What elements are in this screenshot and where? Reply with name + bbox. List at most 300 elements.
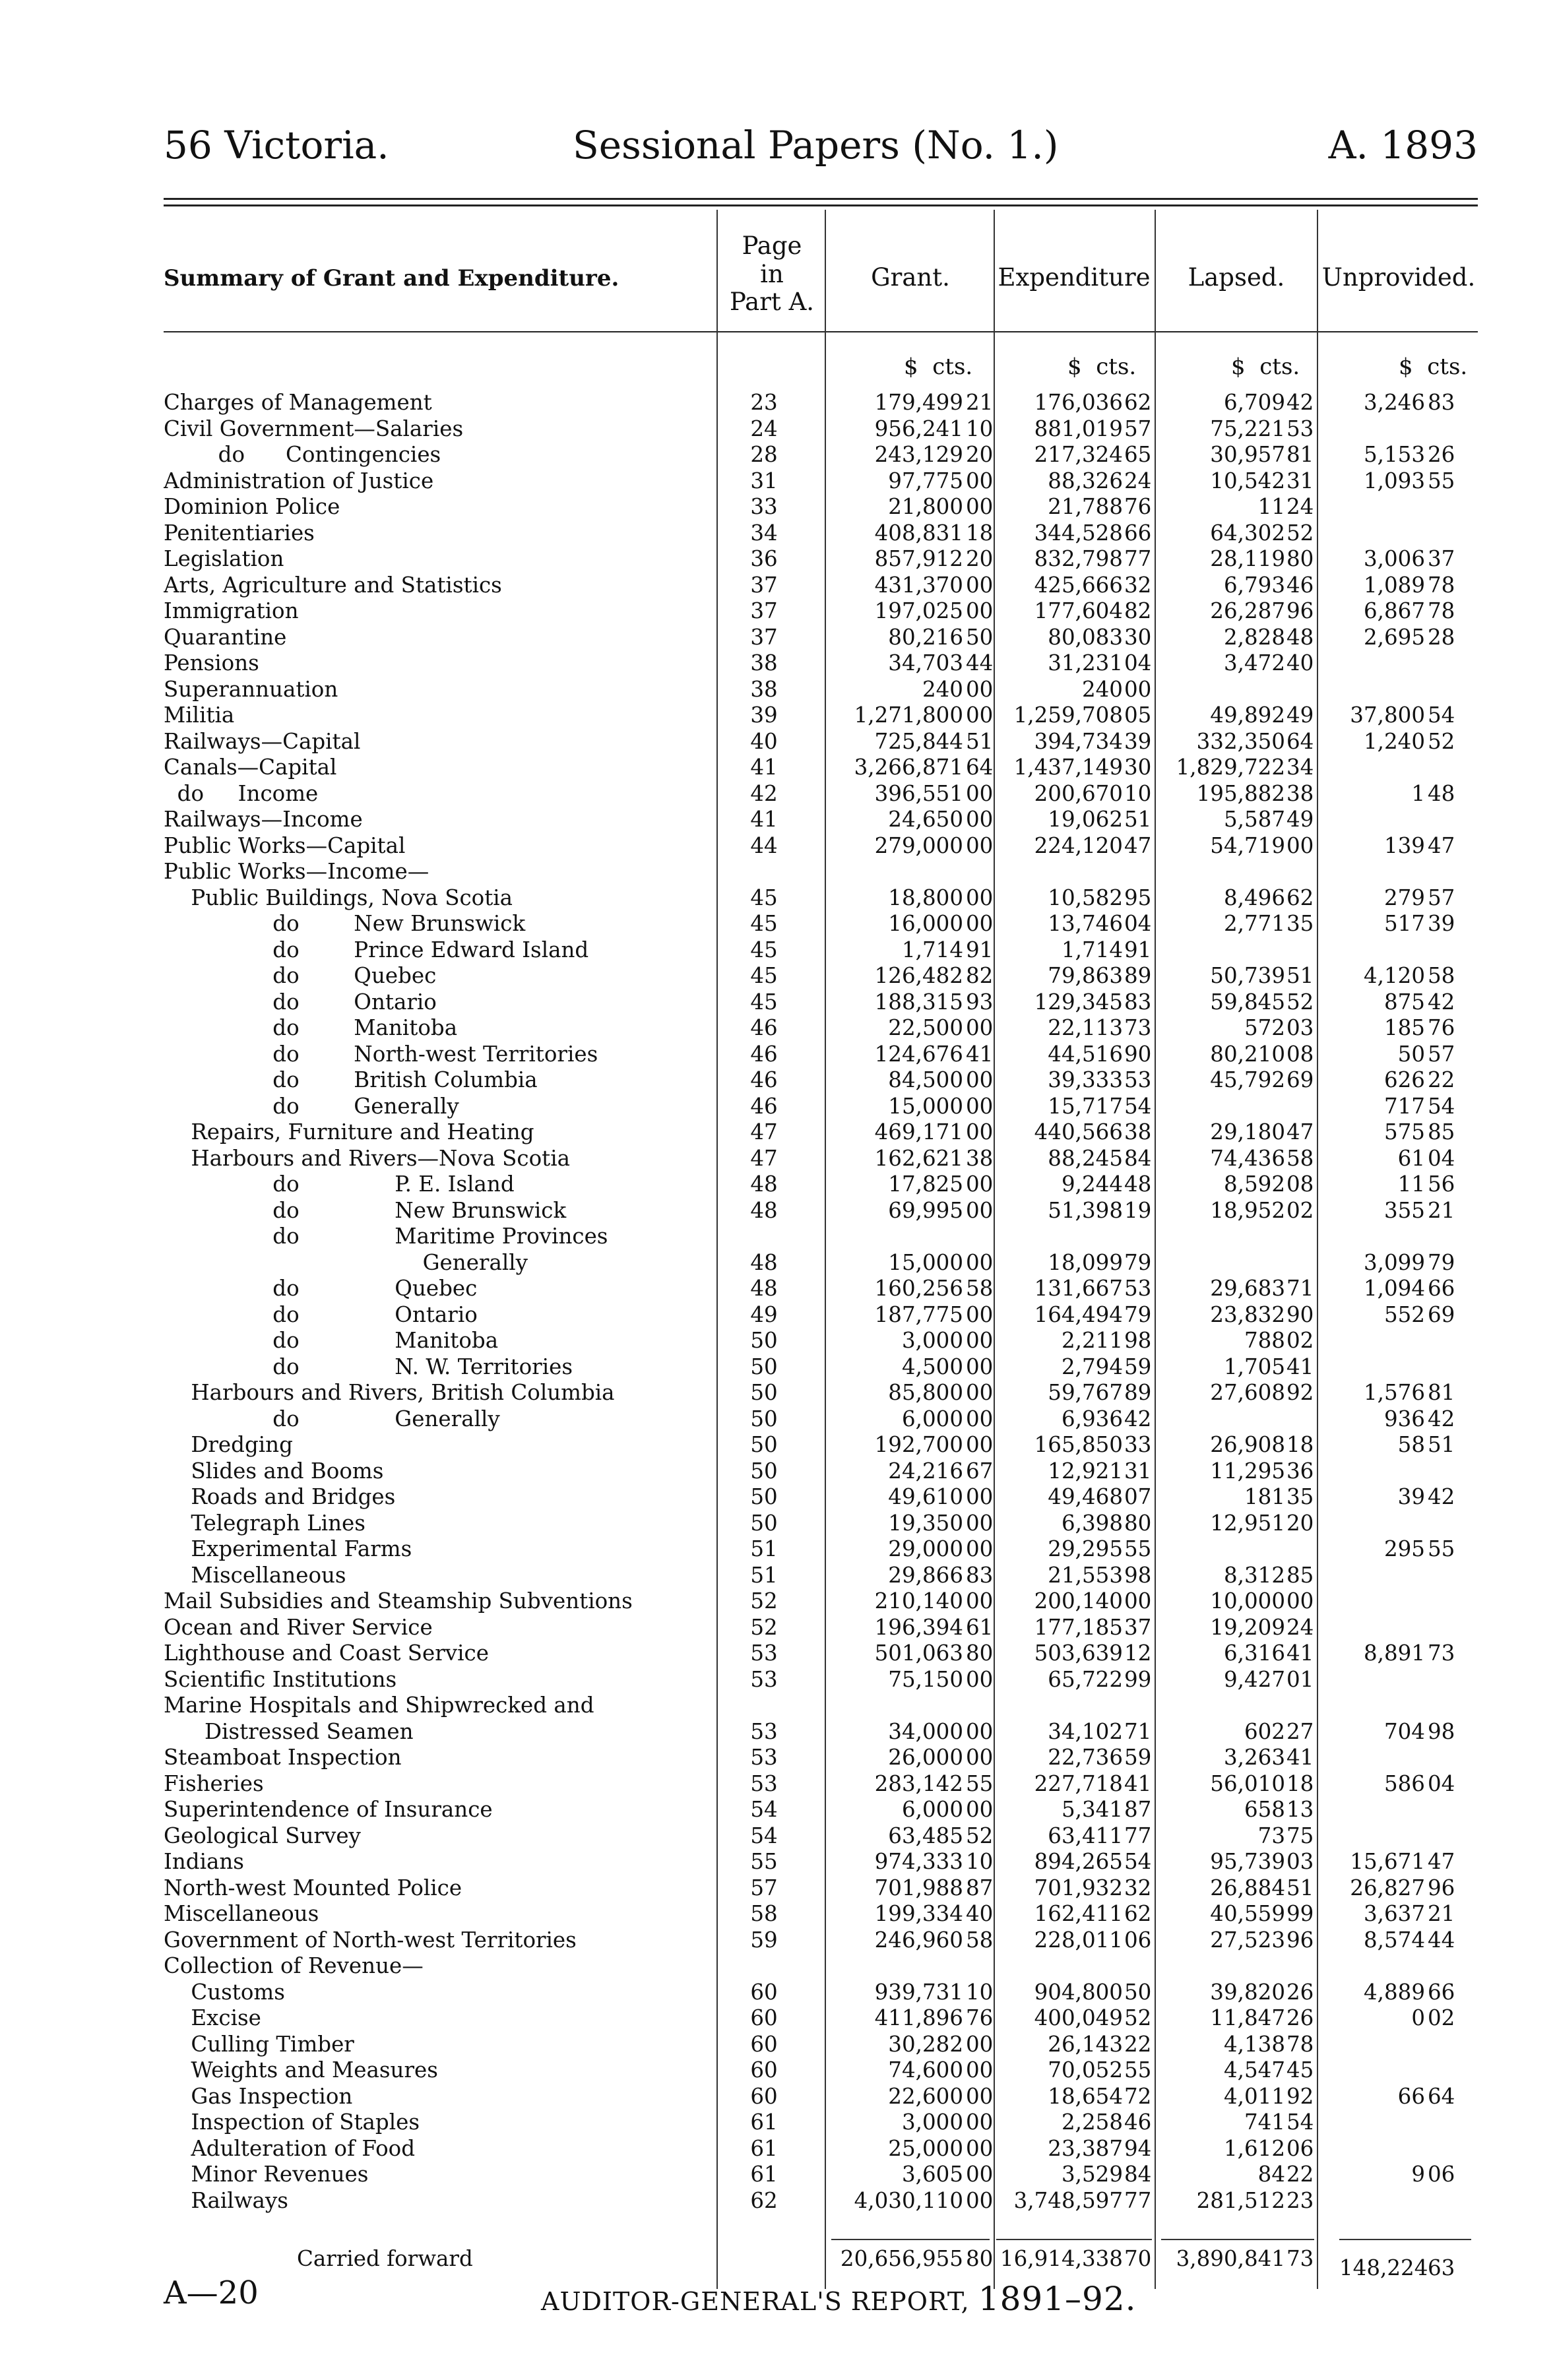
row-grant-cents: 00 <box>966 2187 994 2213</box>
row-expenditure-dollars: 176,036 <box>1034 390 1123 415</box>
row-page-number: 47 <box>750 1119 778 1144</box>
row-page-number: 41 <box>750 807 778 832</box>
report-title: AUDITOR-GENERAL'S REPORT, <box>541 2287 970 2316</box>
row-page-number: 48 <box>750 1276 778 1301</box>
column-header-page <box>726 232 818 317</box>
row-page-number: 42 <box>750 780 778 806</box>
table-row <box>0 1041 1555 1067</box>
row-lapsed-dollars: 40,559 <box>1210 1901 1285 1926</box>
row-label: Excise <box>164 2005 261 2030</box>
row-expenditure-cents: 91 <box>1124 937 1152 962</box>
row-grant-cents: 00 <box>966 1119 994 1144</box>
row-expenditure-dollars: 701,932 <box>1034 1875 1123 1900</box>
table-row <box>0 885 1555 911</box>
column-header-page-line-1: Page <box>742 232 802 260</box>
row-unprovided-dollars: 1,240 <box>1363 728 1425 754</box>
row-grant-dollars: 246,960 <box>874 1927 963 1953</box>
row-grant-dollars: 4,030,110 <box>854 2187 963 2213</box>
row-page-number: 62 <box>750 2187 778 2213</box>
row-label: Geological Survey <box>164 1823 361 1848</box>
table-row <box>0 1093 1555 1119</box>
row-lapsed-cents: 35 <box>1286 1484 1314 1509</box>
row-label: Railways <box>164 2187 288 2213</box>
row-expenditure-cents: 98 <box>1124 1562 1152 1588</box>
row-grant-dollars: 857,912 <box>874 546 963 571</box>
row-unprovided-dollars: 1,576 <box>1363 1380 1425 1405</box>
row-lapsed-cents: 13 <box>1286 1797 1314 1822</box>
row-lapsed-dollars: 49,892 <box>1210 703 1285 728</box>
row-grant-dollars: 3,605 <box>901 2162 963 2187</box>
row-expenditure-dollars: 2,258 <box>1061 2110 1123 2135</box>
total-label: Carried forward <box>297 2246 473 2271</box>
row-lapsed-dollars: 11 <box>1257 494 1285 519</box>
row-page-number: 40 <box>750 728 778 754</box>
row-grant-dollars: 199,334 <box>874 1901 963 1926</box>
table-row <box>0 676 1555 703</box>
row-grant-dollars: 29,866 <box>888 1562 963 1588</box>
row-grant-dollars: 84,500 <box>888 1067 963 1092</box>
table-row <box>0 1197 1555 1224</box>
row-lapsed-dollars: 195,882 <box>1196 780 1285 806</box>
row-unprovided-dollars: 0 <box>1411 2005 1425 2030</box>
row-expenditure-cents: 52 <box>1124 2005 1152 2030</box>
table-row <box>0 520 1555 546</box>
row-grant-cents: 00 <box>966 1067 994 1092</box>
row-expenditure-cents: 99 <box>1124 1666 1152 1692</box>
row-lapsed-cents: 26 <box>1286 2005 1314 2030</box>
row-label: Miscellaneous <box>164 1562 346 1588</box>
table-row <box>0 389 1555 416</box>
row-grant-cents: 00 <box>966 2083 994 2109</box>
row-lapsed-dollars: 80,210 <box>1210 1041 1285 1067</box>
row-page-number: 36 <box>750 546 778 571</box>
row-expenditure-dollars: 22,736 <box>1048 1745 1123 1770</box>
row-grant-dollars: 6,000 <box>901 1797 963 1822</box>
row-lapsed-dollars: 1,705 <box>1223 1354 1285 1379</box>
row-grant-dollars: 22,600 <box>888 2083 963 2109</box>
row-grant-dollars: 4,500 <box>901 1354 963 1379</box>
row-unprovided-cents: 78 <box>1428 598 1455 623</box>
row-unprovided-cents: 04 <box>1428 1145 1455 1171</box>
row-lapsed-dollars: 26,908 <box>1210 1432 1285 1457</box>
row-unprovided-cents: 56 <box>1428 1172 1455 1197</box>
row-grant-cents: 00 <box>966 1328 994 1353</box>
row-grant-cents: 00 <box>966 2031 994 2057</box>
row-expenditure-cents: 12 <box>1124 1641 1152 1666</box>
row-unprovided-cents: 52 <box>1428 728 1455 754</box>
row-lapsed-dollars: 84 <box>1257 2162 1285 2187</box>
row-grant-dollars: 196,394 <box>874 1614 963 1640</box>
row-expenditure-cents: 51 <box>1124 807 1152 832</box>
row-page-number: 57 <box>750 1875 778 1900</box>
row-unprovided-cents: 06 <box>1428 2162 1455 2187</box>
row-unprovided-dollars: 58 <box>1397 1432 1425 1457</box>
table-row <box>0 1510 1555 1536</box>
row-lapsed-cents: 06 <box>1286 2135 1314 2161</box>
row-expenditure-dollars: 65,722 <box>1048 1666 1123 1692</box>
row-expenditure-dollars: 440,566 <box>1034 1119 1123 1144</box>
row-expenditure-dollars: 79,863 <box>1048 963 1123 988</box>
row-grant-cents: 00 <box>966 1588 994 1613</box>
row-unprovided-dollars: 936 <box>1383 1406 1425 1431</box>
row-grant-cents: 00 <box>966 1745 994 1770</box>
row-expenditure-dollars: 1,259,708 <box>1013 703 1123 728</box>
row-unprovided-dollars: 295 <box>1383 1536 1425 1561</box>
row-unprovided-cents: 02 <box>1428 2005 1455 2030</box>
row-grant-cents: 00 <box>966 494 994 519</box>
row-expenditure-cents: 53 <box>1124 1276 1152 1301</box>
row-expenditure-cents: 30 <box>1124 624 1152 650</box>
row-page-number: 61 <box>750 2135 778 2161</box>
table-row <box>0 858 1555 885</box>
row-unprovided-cents: 69 <box>1428 1301 1455 1327</box>
row-expenditure-cents: 57 <box>1124 416 1152 441</box>
row-unprovided-dollars: 37,800 <box>1350 703 1425 728</box>
row-expenditure-cents: 66 <box>1124 520 1152 546</box>
row-expenditure-dollars: 165,850 <box>1034 1432 1123 1457</box>
row-page-number: 53 <box>750 1718 778 1744</box>
row-unprovided-cents: 73 <box>1428 1641 1455 1666</box>
table-row <box>0 1796 1555 1823</box>
grant-cents-unit: cts. <box>932 354 973 380</box>
row-grant-dollars: 701,988 <box>874 1875 963 1900</box>
row-lapsed-dollars: 26,884 <box>1210 1875 1285 1900</box>
row-label: Immigration <box>164 598 299 623</box>
table-row <box>0 1692 1555 1718</box>
row-unprovided-dollars: 26,827 <box>1350 1875 1425 1900</box>
row-grant-dollars: 501,063 <box>874 1641 963 1666</box>
row-grant-cents: 00 <box>966 1172 994 1197</box>
row-grant-cents: 18 <box>966 520 994 546</box>
row-grant-cents: 00 <box>966 1432 994 1457</box>
row-page-number: 55 <box>750 1849 778 1874</box>
row-expenditure-dollars: 21,788 <box>1048 494 1123 519</box>
row-lapsed-dollars: 27,523 <box>1210 1927 1285 1953</box>
row-grant-cents: 20 <box>966 546 994 571</box>
row-expenditure-dollars: 1,714 <box>1061 937 1123 962</box>
row-grant-cents: 91 <box>966 937 994 962</box>
row-lapsed-dollars: 10,000 <box>1210 1588 1285 1613</box>
row-unprovided-dollars: 875 <box>1383 989 1425 1015</box>
page-header <box>164 123 1478 175</box>
row-grant-dollars: 63,485 <box>888 1823 963 1848</box>
row-label: Civil Government—Salaries <box>164 416 464 441</box>
table-row <box>0 937 1555 963</box>
unprovided-dollar-unit: $ <box>1399 354 1413 380</box>
row-label: do Income <box>164 780 319 806</box>
row-label: Marine Hospitals and Shipwrecked and <box>164 1693 594 1718</box>
row-lapsed-cents: 71 <box>1286 1276 1314 1301</box>
row-expenditure-dollars: 51,398 <box>1048 1197 1123 1223</box>
lapsed-units <box>1231 354 1300 380</box>
row-unprovided-dollars: 4,120 <box>1363 963 1425 988</box>
table-row <box>0 1249 1555 1276</box>
table-row <box>0 1484 1555 1510</box>
column-header-page-line-2: in <box>760 259 784 288</box>
row-lapsed-cents: 99 <box>1286 1901 1314 1926</box>
row-expenditure-cents: 89 <box>1124 1380 1152 1405</box>
row-grant-dollars: 411,896 <box>874 2005 963 2030</box>
row-unprovided-dollars: 1,089 <box>1363 572 1425 598</box>
row-grant-cents: 00 <box>966 1718 994 1744</box>
row-grant-cents: 00 <box>966 598 994 623</box>
table-row <box>0 2057 1555 2083</box>
table-row <box>0 1536 1555 1562</box>
row-grant-cents: 58 <box>966 1927 994 1953</box>
row-expenditure-dollars: 240 <box>1081 676 1123 702</box>
row-lapsed-cents: 02 <box>1286 1197 1314 1223</box>
row-expenditure-dollars: 164,494 <box>1034 1301 1123 1327</box>
row-label: Scientific Institutions <box>164 1666 397 1692</box>
row-grant-dollars: 49,610 <box>888 1484 963 1509</box>
row-expenditure-cents: 04 <box>1124 650 1152 675</box>
header-title: Sessional Papers (No. 1.) <box>573 123 1059 168</box>
table-row <box>0 2083 1555 2110</box>
table-row <box>0 962 1555 989</box>
row-unprovided-cents: 55 <box>1428 1536 1455 1561</box>
row-expenditure-cents: 04 <box>1124 911 1152 936</box>
row-grant-cents: 10 <box>966 1979 994 2005</box>
grant-units <box>904 354 972 380</box>
total-expenditure-cents: 70 <box>1124 2246 1152 2271</box>
table-row <box>0 1640 1555 1666</box>
row-label: Steamboat Inspection <box>164 1745 402 1770</box>
row-label: do British Columbia <box>164 1067 538 1092</box>
row-unprovided-cents: 57 <box>1428 1041 1455 1067</box>
table-row <box>0 1145 1555 1172</box>
unprovided-units <box>1399 354 1467 380</box>
table-row <box>0 1744 1555 1770</box>
row-page-number: 31 <box>750 468 778 493</box>
row-expenditure-dollars: 59,767 <box>1048 1380 1123 1405</box>
row-lapsed-dollars: 281,512 <box>1196 2187 1285 2213</box>
row-expenditure-cents: 77 <box>1124 1823 1152 1848</box>
row-lapsed-dollars: 30,957 <box>1210 442 1285 467</box>
lapsed-total-rule <box>1161 2239 1314 2240</box>
row-grant-dollars: 279,000 <box>874 832 963 858</box>
row-lapsed-cents: 31 <box>1286 468 1314 493</box>
table-row <box>0 1406 1555 1432</box>
row-unprovided-dollars: 626 <box>1383 1067 1425 1092</box>
row-expenditure-dollars: 70,052 <box>1048 2057 1123 2082</box>
row-unprovided-dollars: 185 <box>1383 1015 1425 1040</box>
row-grant-cents: 82 <box>966 963 994 988</box>
row-page-number: 38 <box>750 650 778 675</box>
row-grant-cents: 00 <box>966 468 994 493</box>
row-grant-cents: 87 <box>966 1875 994 1900</box>
table-row <box>0 910 1555 937</box>
row-lapsed-dollars: 4,138 <box>1223 2031 1285 2057</box>
row-grant-dollars: 431,370 <box>874 572 963 598</box>
row-grant-dollars: 1,271,800 <box>854 703 963 728</box>
row-expenditure-cents: 55 <box>1124 1536 1152 1561</box>
row-grant-dollars: 29,000 <box>888 1536 963 1561</box>
lapsed-dollar-unit: $ <box>1231 354 1246 380</box>
row-lapsed-cents: 92 <box>1286 1380 1314 1405</box>
row-lapsed-cents: 41 <box>1286 1745 1314 1770</box>
row-grant-cents: 20 <box>966 442 994 467</box>
row-lapsed-cents: 00 <box>1286 832 1314 858</box>
row-unprovided-dollars: 355 <box>1383 1197 1425 1223</box>
row-lapsed-dollars: 27,608 <box>1210 1380 1285 1405</box>
row-lapsed-dollars: 56,010 <box>1210 1770 1285 1796</box>
row-page-number: 51 <box>750 1536 778 1561</box>
total-row <box>0 2245 1555 2280</box>
row-grant-dollars: 162,621 <box>874 1145 963 1171</box>
row-expenditure-cents: 00 <box>1124 676 1152 702</box>
row-lapsed-cents: 23 <box>1286 2187 1314 2213</box>
row-expenditure-dollars: 227,718 <box>1034 1770 1123 1796</box>
row-unprovided-cents: 28 <box>1428 624 1455 650</box>
row-lapsed-dollars: 602 <box>1244 1718 1285 1744</box>
row-lapsed-dollars: 39,820 <box>1210 1979 1285 2005</box>
row-lapsed-cents: 92 <box>1286 2083 1314 2109</box>
row-grant-cents: 52 <box>966 1823 994 1848</box>
column-header-lapsed: Lapsed. <box>1188 263 1285 292</box>
row-expenditure-cents: 76 <box>1124 494 1152 519</box>
row-lapsed-dollars: 1,612 <box>1223 2135 1285 2161</box>
row-expenditure-cents: 32 <box>1124 572 1152 598</box>
row-grant-dollars: 3,266,871 <box>854 755 963 780</box>
row-unprovided-dollars: 15,671 <box>1350 1849 1425 1874</box>
row-lapsed-cents: 81 <box>1286 442 1314 467</box>
row-grant-dollars: 85,800 <box>888 1380 963 1405</box>
row-grant-cents: 00 <box>966 1536 994 1561</box>
row-grant-cents: 00 <box>966 885 994 910</box>
row-label: Experimental Farms <box>164 1536 412 1561</box>
row-unprovided-cents: 76 <box>1428 1015 1455 1040</box>
row-page-number: 53 <box>750 1641 778 1666</box>
row-grant-dollars: 18,800 <box>888 885 963 910</box>
row-expenditure-dollars: 3,529 <box>1061 2162 1123 2187</box>
total-lapsed-dollars: 3,890,841 <box>1176 2246 1285 2271</box>
expenditure-cents-unit: cts. <box>1096 354 1137 380</box>
row-page-number: 28 <box>750 442 778 467</box>
total-unprovided-dollars: 148,224 <box>1339 2255 1428 2280</box>
row-grant-cents: 00 <box>966 703 994 728</box>
row-grant-dollars: 69,995 <box>888 1197 963 1223</box>
table-row <box>0 1275 1555 1301</box>
table-row <box>0 728 1555 755</box>
row-expenditure-dollars: 3,748,597 <box>1013 2187 1123 2213</box>
row-expenditure-cents: 77 <box>1124 2187 1152 2213</box>
row-unprovided-cents: 57 <box>1428 885 1455 910</box>
total-expenditure-dollars: 16,914,338 <box>1000 2246 1123 2271</box>
row-label: Indians <box>164 1849 244 1874</box>
table-row <box>0 1927 1555 1953</box>
row-label: Militia <box>164 703 235 728</box>
row-grant-cents: 00 <box>966 832 994 858</box>
row-grant-cents: 00 <box>966 1301 994 1327</box>
row-lapsed-cents: 46 <box>1286 572 1314 598</box>
row-page-number: 48 <box>750 1197 778 1223</box>
row-expenditure-cents: 94 <box>1124 2135 1152 2161</box>
row-label: Repairs, Furniture and Heating <box>164 1119 534 1144</box>
row-label: Public Works—Income— <box>164 859 429 884</box>
row-grant-dollars: 34,000 <box>888 1718 963 1744</box>
row-label: Pensions <box>164 650 259 675</box>
row-lapsed-dollars: 6,793 <box>1223 572 1285 598</box>
table-row <box>0 1953 1555 1979</box>
row-label: do Prince Edward Island <box>164 937 589 962</box>
row-label: Administration of Justice <box>164 468 434 493</box>
row-unprovided-cents: 44 <box>1428 1927 1455 1953</box>
row-page-number: 45 <box>750 963 778 988</box>
table-row <box>0 493 1555 520</box>
row-expenditure-cents: 79 <box>1124 1249 1152 1275</box>
row-grant-cents: 61 <box>966 1614 994 1640</box>
row-expenditure-cents: 30 <box>1124 755 1152 780</box>
row-unprovided-cents: 54 <box>1428 1093 1455 1119</box>
row-expenditure-dollars: 80,083 <box>1048 624 1123 650</box>
row-grant-dollars: 188,315 <box>874 989 963 1015</box>
row-expenditure-cents: 95 <box>1124 885 1152 910</box>
table-row <box>0 806 1555 832</box>
row-lapsed-cents: 08 <box>1286 1172 1314 1197</box>
row-lapsed-cents: 02 <box>1286 1328 1314 1353</box>
row-label: do New Brunswick <box>164 1197 567 1223</box>
row-grant-cents: 00 <box>966 1797 994 1822</box>
row-grant-cents: 55 <box>966 1770 994 1796</box>
row-lapsed-dollars: 4,011 <box>1223 2083 1285 2109</box>
row-expenditure-dollars: 23,387 <box>1048 2135 1123 2161</box>
row-page-number: 50 <box>750 1484 778 1509</box>
table-row <box>0 1458 1555 1484</box>
row-lapsed-dollars: 658 <box>1244 1797 1285 1822</box>
row-expenditure-cents: 71 <box>1124 1718 1152 1744</box>
row-page-number: 34 <box>750 520 778 546</box>
row-expenditure-dollars: 394,734 <box>1034 728 1123 754</box>
row-grant-dollars: 197,025 <box>874 598 963 623</box>
row-unprovided-cents: 47 <box>1428 1849 1455 1874</box>
row-expenditure-cents: 62 <box>1124 390 1152 415</box>
row-lapsed-dollars: 11,295 <box>1210 1458 1285 1484</box>
row-grant-cents: 00 <box>966 676 994 702</box>
row-lapsed-dollars: 74,436 <box>1210 1145 1285 1171</box>
row-unprovided-cents: 81 <box>1428 1380 1455 1405</box>
row-page-number: 45 <box>750 911 778 936</box>
row-label: Public Works—Capital <box>164 832 406 858</box>
row-lapsed-dollars: 3,263 <box>1223 1745 1285 1770</box>
row-unprovided-dollars: 139 <box>1383 832 1425 858</box>
row-unprovided-dollars: 61 <box>1397 1145 1425 1171</box>
table-row <box>0 572 1555 598</box>
row-lapsed-cents: 48 <box>1286 624 1314 650</box>
row-lapsed-cents: 35 <box>1286 911 1314 936</box>
row-lapsed-cents: 58 <box>1286 1145 1314 1171</box>
table-row <box>0 754 1555 780</box>
row-label: Fisheries <box>164 1770 264 1796</box>
row-expenditure-cents: 72 <box>1124 2083 1152 2109</box>
row-label: Weights and Measures <box>164 2057 438 2082</box>
row-unprovided-cents: 83 <box>1428 390 1455 415</box>
row-grant-cents: 00 <box>966 911 994 936</box>
row-grant-dollars: 408,831 <box>874 520 963 546</box>
row-label: Penitentiaries <box>164 520 315 546</box>
row-expenditure-dollars: 162,411 <box>1034 1901 1123 1926</box>
row-grant-cents: 00 <box>966 1249 994 1275</box>
table-row <box>0 1015 1555 1041</box>
row-unprovided-cents: 42 <box>1428 1406 1455 1431</box>
row-expenditure-dollars: 832,798 <box>1034 546 1123 571</box>
row-grant-dollars: 939,731 <box>874 1979 963 2005</box>
lapsed-cents-unit: cts. <box>1259 354 1300 380</box>
row-label: Government of North-west Territories <box>164 1927 577 1953</box>
row-lapsed-cents: 51 <box>1286 963 1314 988</box>
row-lapsed-cents: 00 <box>1286 1588 1314 1613</box>
row-page-number: 50 <box>750 1432 778 1457</box>
row-lapsed-cents: 26 <box>1286 1979 1314 2005</box>
